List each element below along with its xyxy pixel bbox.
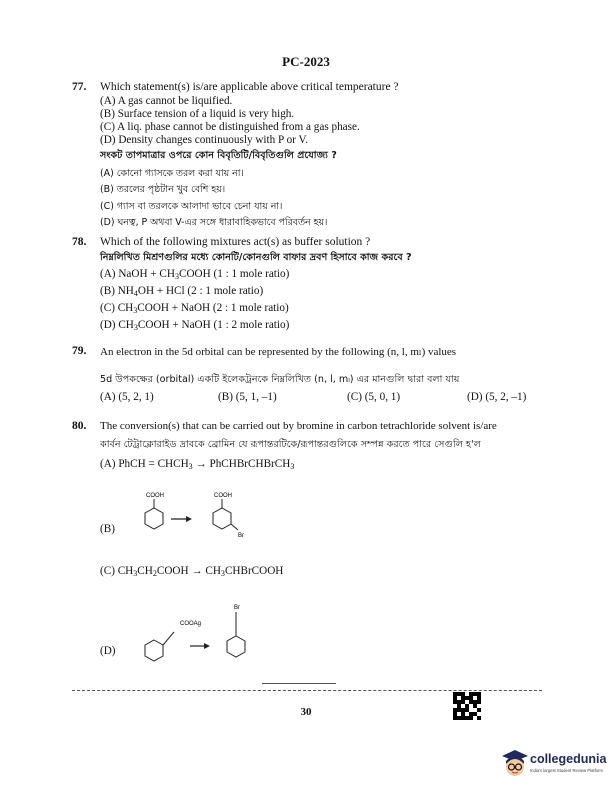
benzene-ring-icon <box>227 636 245 657</box>
q77-option-d-bengali: (D) ঘনত্ব, P অথবা V-এর সঙ্গে ধারাবাহিকভাবে পরিবর্তন হয়। <box>100 217 328 228</box>
benzene-ring-icon <box>145 508 163 529</box>
q78-option-c: (C) $CH_3COOH$ + NaOH (2 : 1 mole ratio) <box>100 302 289 316</box>
q77-option-a-bengali: (A) কোনো গ্যাসকে তরল করা যায় না। <box>100 168 244 179</box>
footer-rule <box>72 690 542 691</box>
q77-option-c-bengali: (C) গ্যাস বা তরলকে আলাদা ভাবে চেনা যায় না। <box>100 201 283 212</box>
q78-number: 78. <box>72 236 87 248</box>
q77-number: 77. <box>72 81 87 93</box>
q80-option-b-label: (B) <box>100 523 115 535</box>
q79-option-b: (B) (5, 1, –1) <box>218 391 277 403</box>
qr-code-icon <box>453 692 481 720</box>
q80-number: 80. <box>72 420 87 432</box>
collegedunia-mascot-icon <box>500 748 530 778</box>
benzene-ring-icon <box>145 640 163 661</box>
q78-option-a: (A) NaOH + $CH_3COOH$ (1 : 1 mole ratio) <box>100 268 290 282</box>
q77-option-c: (C) A liq. phase cannot be distinguished from a gas phase. <box>100 121 360 133</box>
q77-option-a: (A) A gas cannot be liquified. <box>100 95 233 107</box>
q78-option-d: (D) $CH_3COOH$ + NaOH (1 : 2 mole ratio) <box>100 319 290 333</box>
page-number: 30 <box>300 706 312 718</box>
q80-text: The conversion(s) that can be carried out by bromine in carbon tetrachloride solvent is/are <box>100 420 497 432</box>
q80-option-a: (A) PhCH = $CHCH_3$ → PhCHBrCHBrCH$_3$ <box>100 458 295 472</box>
q77-text: Which statement(s) is/are applicable above critical temperature ? <box>100 81 399 93</box>
br-label-1: Br <box>238 533 244 539</box>
cooag-label: COOAg <box>180 621 202 627</box>
q77-option-b-bengali: (B) তরলের পৃষ্ঠটান খুব বেশি হয়। <box>100 184 226 195</box>
br-label-2: Br <box>234 605 240 611</box>
cooh-label-1: COOH <box>146 493 164 499</box>
brand-tagline: India's largest Student Review Platform <box>530 768 603 773</box>
q79-option-a: (A) (5, 2, 1) <box>100 391 154 403</box>
q80-option-d-structure <box>140 600 260 670</box>
q80-option-c: (C) $CH_3CH_2COOH$ → $CH_3CHBrCOOH$ <box>100 565 284 579</box>
q78-text: Which of the following mixtures act(s) as buffer solution ? <box>100 236 371 248</box>
q79-text: An electron in the 5d orbital can be represented by the following (n, l, mₗ) values <box>100 346 457 358</box>
reaction-arrow-icon <box>186 516 192 522</box>
q78-option-b: (B) $NH_4OH$ + HCl (2 : 1 mole ratio) <box>100 285 264 299</box>
short-rule <box>262 683 336 684</box>
q77-text-bengali: সংকট তাপমাত্রার ওপরে কোন বিবৃতিটি/বিবৃতিগুলি প্রযোজ্য ? <box>100 150 337 161</box>
q80-text-bengali: কার্বন টেট্রাক্লোরাইড দ্রাবকে ব্রোমিন যে রূপান্তরটিকে/রূপান্তরগুলিকে সম্পন্ন করতে পারে সেগুলি হ'ল <box>100 439 481 450</box>
brand-name: collegedunia <box>530 752 607 766</box>
q80-option-d-label: (D) <box>100 645 116 657</box>
q80-option-b-structure <box>130 488 260 556</box>
cooh-label-2: COOH <box>214 493 232 499</box>
paper-code: PC-2023 <box>282 54 330 69</box>
q79-text-bengali: 5d উপকক্ষের (orbital) একটি ইলেকট্রনকে নিম্নলিখিত (n, l, mₗ) এর মানগুলি দ্বারা বলা যায় <box>100 374 460 385</box>
q79-option-d: (D) (5, 2, –1) <box>467 391 527 403</box>
benzene-ring-icon <box>213 508 231 529</box>
q77-option-d: (D) Density changes continuously with P or V. <box>100 134 308 146</box>
q79-option-c: (C) (5, 0, 1) <box>347 391 401 403</box>
reaction-arrow-icon <box>204 643 210 649</box>
q77-option-b: (B) Surface tension of a liquid is very high. <box>100 108 295 120</box>
q79-number: 79. <box>72 345 87 357</box>
q78-text-bengali: নিম্নলিখিত মিশ্রণগুলির মধ্যে কোনটি/কোনগুলি বাফার দ্রবণ হিসাবে কাজ করবে ? <box>100 252 412 263</box>
